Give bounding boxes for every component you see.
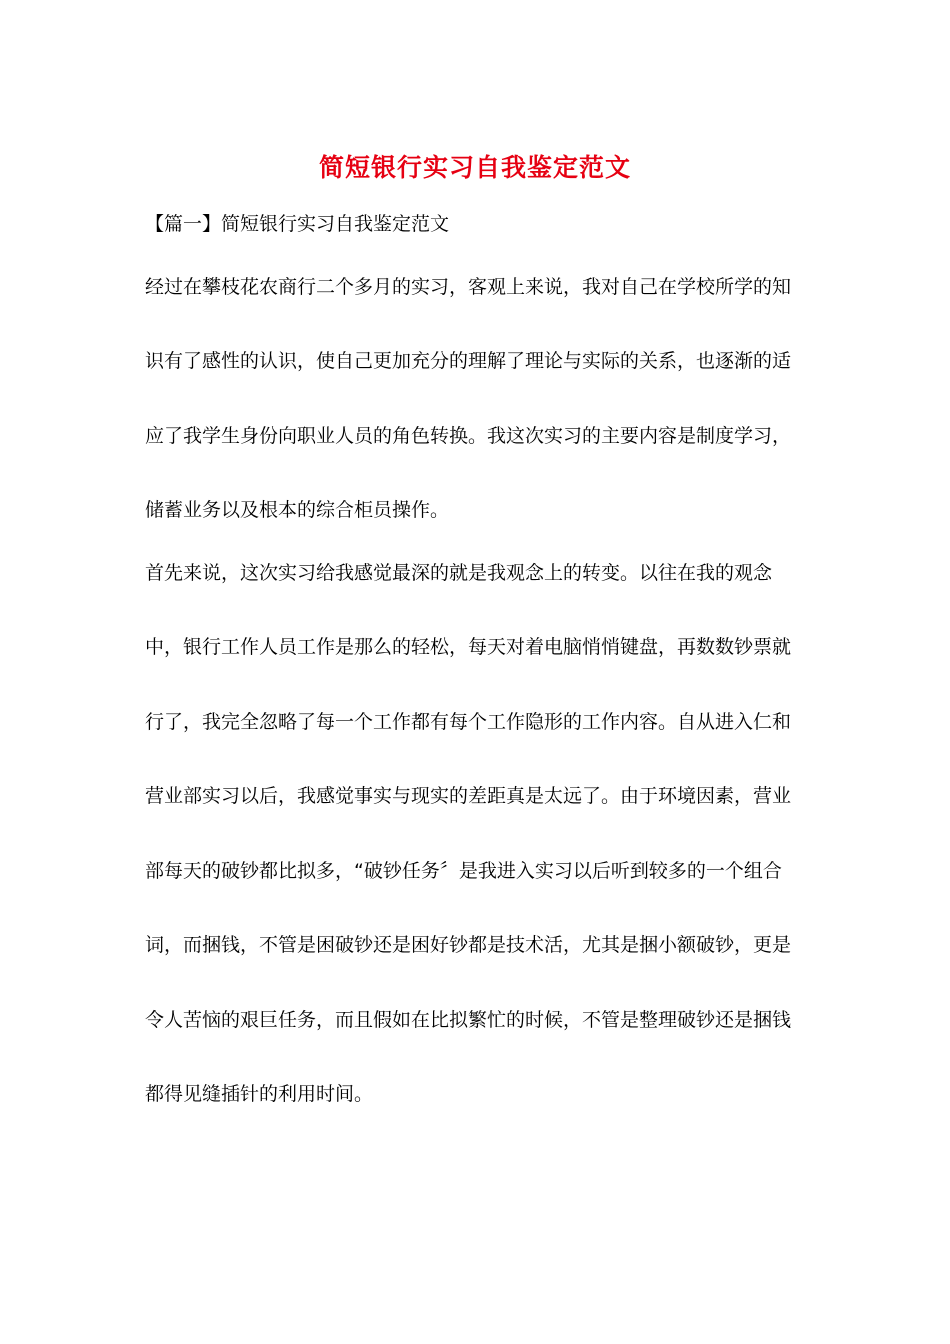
- paragraph-line: 储蓄业务以及根本的综合柜员操作。: [145, 499, 450, 521]
- paragraph-line: 行了，我完全忽略了每一个工作都有每个工作隐形的工作内容。自从进入仁和: [145, 711, 792, 733]
- paragraph-line: 应了我学生身份向职业人员的角色转换。我这次实习的主要内容是制度学习，: [145, 425, 792, 447]
- paragraph-line: 首先来说，这次实习给我感觉最深的就是我观念上的转变。以往在我的观念: [145, 562, 773, 584]
- paragraph-line: 中，银行工作人员工作是那么的轻松，每天对着电脑悄悄键盘，再数数钞票就: [145, 636, 792, 658]
- document-title: 简短银行实习自我鉴定范文: [318, 153, 631, 182]
- paragraph-line: 都得见缝插针的利用时间。: [145, 1083, 374, 1105]
- paragraph-line: 部每天的破钞都比拟多，“破钞任务〞是我进入实习以后听到较多的一个组合: [145, 860, 782, 882]
- paragraph-line: 令人苦恼的艰巨任务，而且假如在比拟繁忙的时候，不管是整理破钞还是捆钱: [145, 1009, 792, 1031]
- paragraph-line: 词，而捆钱，不管是困破钞还是困好钞都是技术活，尤其是捆小额破钞，更是: [145, 934, 792, 956]
- section-heading: 【篇一】简短银行实习自我鉴定范文: [145, 213, 450, 235]
- paragraph-line: 识有了感性的认识，使自己更加充分的理解了理论与实际的关系，也逐渐的适: [145, 350, 792, 372]
- paragraph-line: 营业部实习以后，我感觉事实与现实的差距真是太远了。由于环境因素，营业: [145, 785, 792, 807]
- paragraph-line: 经过在攀枝花农商行二个多月的实习，客观上来说，我对自己在学校所学的知: [145, 276, 792, 298]
